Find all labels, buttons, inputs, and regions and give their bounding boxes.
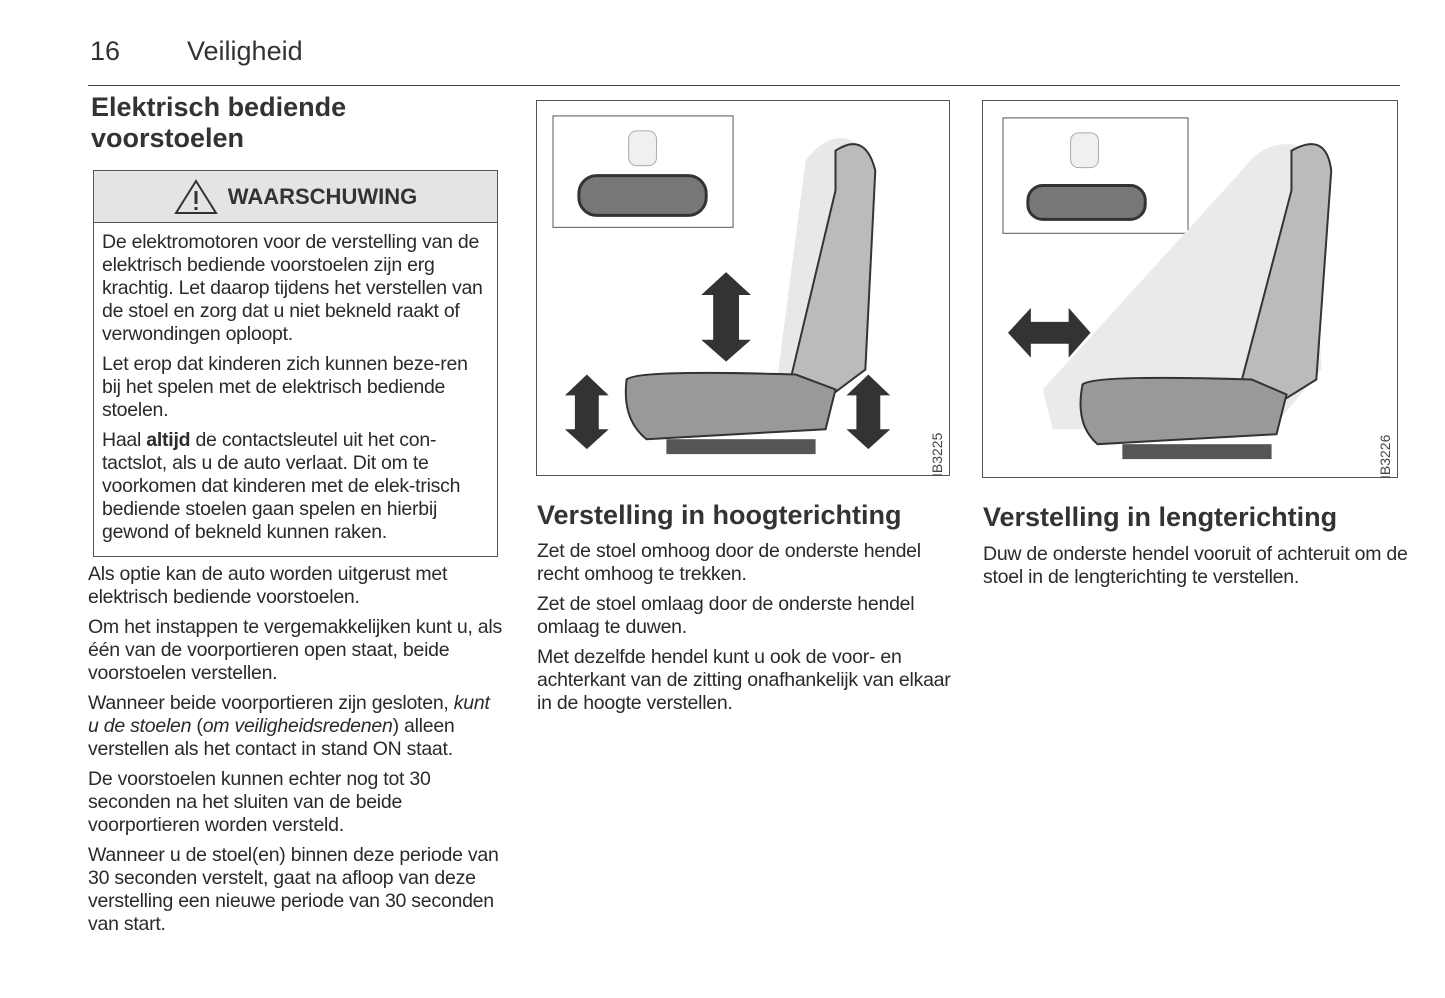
length-adjust-body [983,543,1413,596]
paragraph: De voorstoelen kunnen echter nog tot 30 seconden na het sluiten van de beide voorportieren worden versteld. [88,768,431,836]
italic-text: kunt u de stoelen [88,692,490,737]
figure-code: IB3226 [1377,434,1393,479]
length-adjust-heading: Verstelling in lengterichting [983,502,1338,532]
warning-box [93,170,498,557]
text: de contactsleutel uit het con-tactslot, als u de auto verlaat. Dit om te voorkomen dat kinderen met de elek-trisch bediende stoelen gaan spelen en hierbij gewond of bekneld kunnen raken. [102,429,461,543]
paragraph: Zet de stoel omlaag door de onderste hendel omlaag te duwen. [537,593,915,638]
seat-length-illustration [982,100,1398,478]
header-rule [88,85,1400,86]
text: ) alleen verstellen als het contact in stand ON staat. [88,715,455,760]
italic-text: om veiligheidsredenen [202,715,393,737]
warning-paragraph: Let erop dat kinderen zich kunnen beze-ren bij het spelen met de elektrisch bediende stoelen. [102,353,468,421]
paragraph: Zet de stoel omhoog door de onderste hendel recht omhoog te trekken. [537,540,921,585]
paragraph [88,692,504,761]
paragraph: Als optie kan de auto worden uitgerust met elektrisch bediende voorstoelen. [88,563,448,608]
page-number: 16 [90,36,121,66]
figure-code: IB3225 [929,432,945,477]
text: ( [191,715,203,737]
left-body [88,563,504,943]
section-title: Veiligheid [187,36,303,66]
warning-title: WAARSCHUWING [227,183,418,209]
paragraph: Met dezelfde hendel kunt u ook de voor- en achterkant van de zitting onafhankelijk van elkaar in de hoogte verstellen. [537,646,951,714]
warning-header [94,171,497,223]
text: Wanneer beide voorportieren zijn gesloten, [88,692,454,714]
paragraph: Wanneer u de stoel(en) binnen deze periode van 30 seconden verstelt, gaat na afloop van deze verstelling een nieuwe periode van 30 seconden van start. [88,844,499,935]
warning-triangle-icon [174,179,218,215]
text: Haal [102,429,147,451]
paragraph: Duw de onderste hendel vooruit of achteruit om de stoel in de lengterichting te verstellen. [983,543,1408,588]
emphasis: altijd [146,429,191,451]
height-adjust-body [537,540,957,722]
warning-paragraph: De elektromotoren voor de verstelling van de elektrisch bediende voorstoelen zijn erg krachtig. Let daarop tijdens het verstellen van de stoel en zorg dat u niet bekneld raakt of verwondingen oploopt. [102,231,483,345]
main-heading: Elektrisch bediende voorstoelen [91,92,347,153]
paragraph: Om het instappen te vergemakkelijken kunt u, als één van de voorportieren open staat, beide voorstoelen verstellen. [88,616,502,684]
warning-paragraph [102,429,491,544]
seat-height-illustration [536,100,950,476]
height-adjust-heading: Verstelling in hoogterichting [537,500,902,530]
